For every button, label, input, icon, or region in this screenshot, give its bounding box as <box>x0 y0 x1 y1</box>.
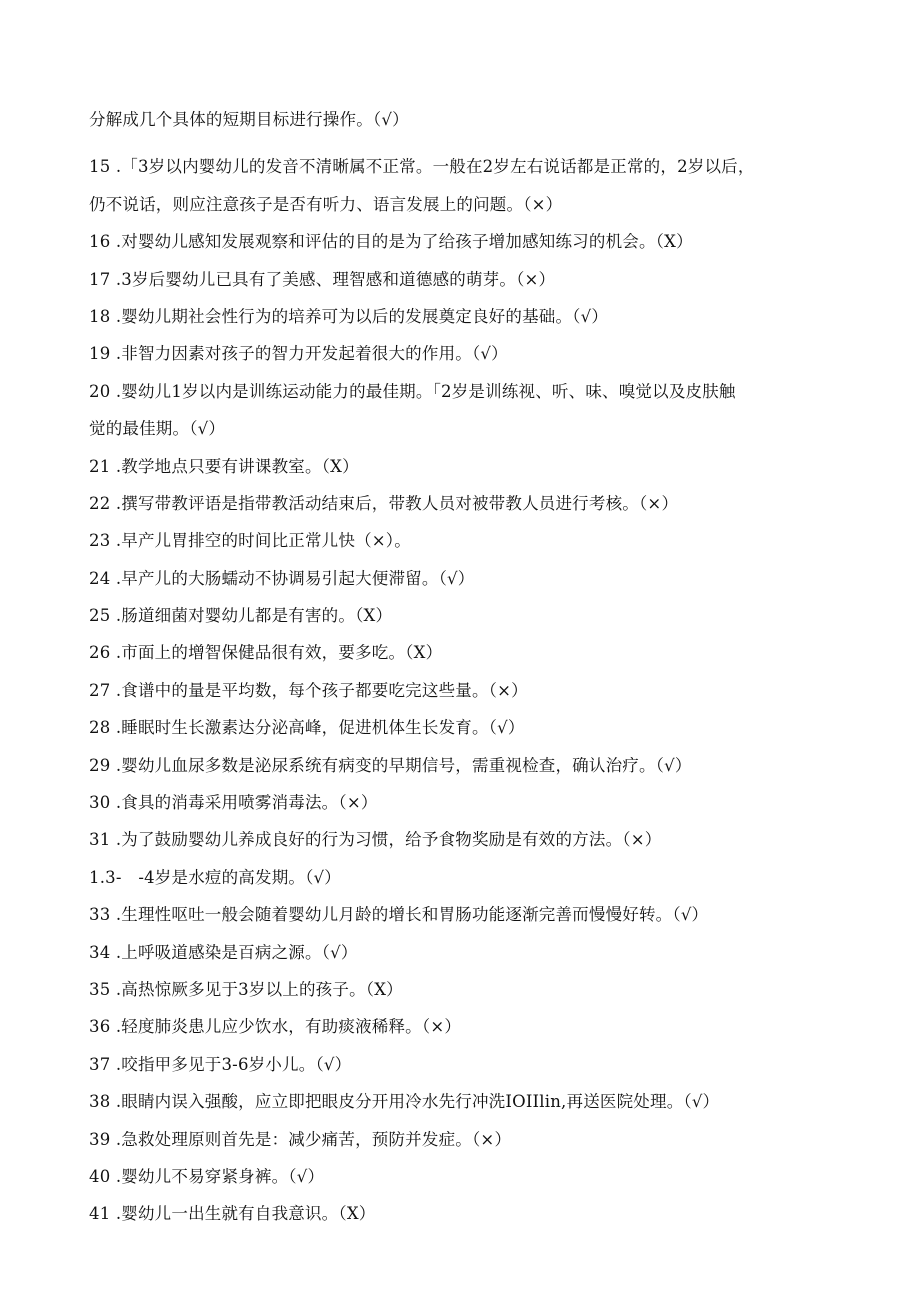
question-35: 35 .高热惊厥多见于3岁以上的孩子。（X） <box>89 979 403 999</box>
question-29: 29 .婴幼儿血尿多数是泌尿系统有病变的早期信号，需重视检查，确认治疗。（√） <box>89 755 692 775</box>
question-38: 38 .眼睛内误入强酸，应立即把眼皮分开用冷水先行冲洗IOIIlin,再送医院处理。（√） <box>89 1092 720 1112</box>
question-23: 23 .早产儿胃排空的时间比正常儿快（×）。 <box>89 531 411 551</box>
question-15-line-2: 仍不说话，则应注意孩子是否有听力、语言发展上的问题。（×） <box>89 194 563 214</box>
question-20-line-2: 觉的最佳期。（√） <box>89 419 226 439</box>
question-21: 21 .教学地点只要有讲课教室。（X） <box>89 456 359 476</box>
question-34: 34 .上呼吸道感染是百病之源。（√） <box>89 942 358 962</box>
question-19: 19 .非智力因素对孩子的智力开发起着很大的作用。（√） <box>89 344 508 364</box>
question-27: 27 .食谱中的量是平均数，每个孩子都要吃完这些量。（×） <box>89 680 528 700</box>
question-15-line-1: 15 .「3岁以内婴幼儿的发音不清晰属不正常。一般在2岁左右说话都是正常的，2岁以后， <box>89 157 755 177</box>
question-18: 18 .婴幼儿期社会性行为的培养可为以后的发展奠定良好的基础。（√） <box>89 306 609 326</box>
question-31: 31 .为了鼓励婴幼儿养成良好的行为习惯，给予食物奖励是有效的方法。（×） <box>89 830 662 850</box>
question-33: 33 .生理性呕吐一般会随着婴幼儿月龄的增长和胃肠功能逐渐完善而慢慢好转。（√） <box>89 905 709 925</box>
question-26: 26 .市面上的增智保健品很有效，要多吃。（X） <box>89 643 443 663</box>
question-30: 30 .食具的消毒采用喷雾消毒法。（×） <box>89 793 378 813</box>
question-24: 24 .早产儿的大肠蠕动不协调易引起大便滞留。（√） <box>89 568 475 588</box>
question-39: 39 .急救处理原则首先是：减少痛苦，预防并发症。（×） <box>89 1129 512 1149</box>
text-line: 分解成几个具体的短期目标进行操作。（√） <box>89 110 409 129</box>
question-16: 16 .对婴幼儿感知发展观察和评估的目的是为了给孩子增加感知练习的机会。（X） <box>89 232 693 252</box>
question-25: 25 .肠道细菌对婴幼儿都是有害的。（X） <box>89 606 393 626</box>
question-20-line-1: 20 .婴幼儿1岁以内是训练运动能力的最佳期。「2岁是训练视、听、味、嗅觉以及皮肤触 <box>89 381 736 401</box>
question-41: 41 .婴幼儿一出生就有自我意识。（X） <box>89 1204 376 1224</box>
question-37: 37 .咬指甲多见于3-6岁小儿。（√） <box>89 1054 352 1074</box>
question-list <box>89 101 859 1233</box>
question-36: 36 .轻度肺炎患儿应少饮水，有助痰液稀释。（×） <box>89 1017 462 1037</box>
question-17: 17 .3岁后婴幼儿已具有了美感、理智感和道德感的萌芽。（×） <box>89 269 556 289</box>
question-32: 1.3- -4岁是水痘的高发期。（√） <box>89 867 341 887</box>
paragraph-gap <box>89 138 859 148</box>
question-22: 22 .撰写带教评语是指带教活动结束后，带教人员对被带教人员进行考核。（×） <box>89 493 679 513</box>
question-28: 28 .睡眠时生长激素达分泌高峰，促进机体生长发育。（√） <box>89 718 525 738</box>
question-40: 40 .婴幼儿不易穿紧身裤。（√） <box>89 1166 325 1186</box>
